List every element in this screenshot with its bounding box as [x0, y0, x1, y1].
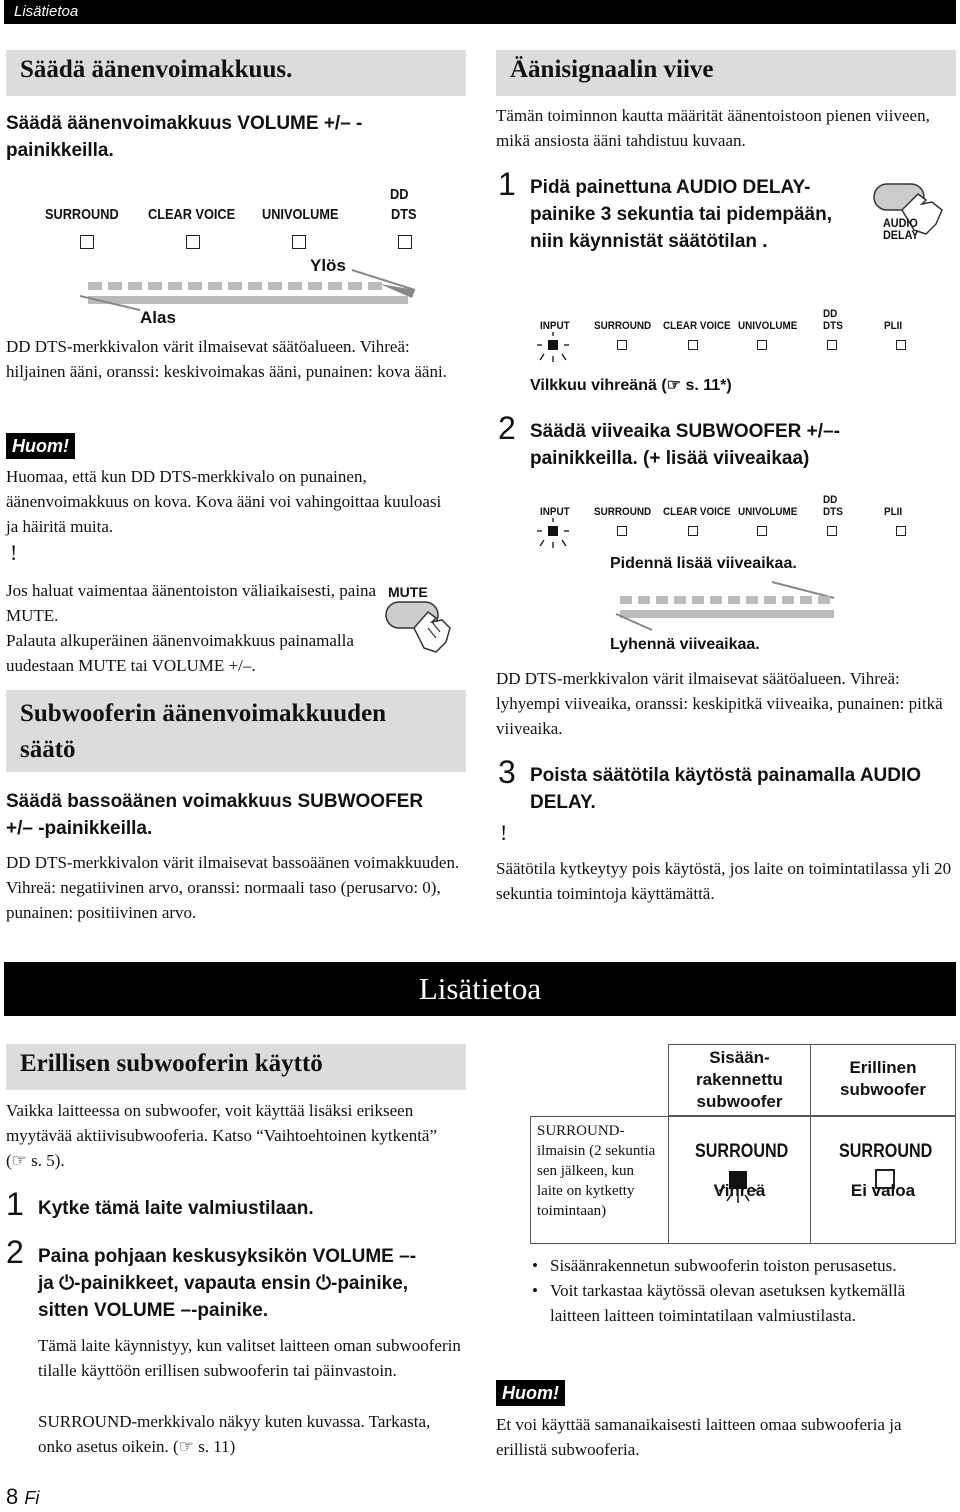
external-intro: Vaikka laitteessa on subwoofer, voit käyttää lisäksi erikseen myytävää aktiivisubwooferia. Katso “Vaihtoehtoinen kytkentä” (☞ s. 5).	[6, 1101, 438, 1170]
mute-text-1: Jos haluat vaimentaa äänentoiston väliaikaisesti, paina MUTE.	[6, 581, 377, 625]
panel1-clearvoice-label: CLEAR VOICE	[663, 320, 731, 332]
delay-note: Säätötila kytkeytyy pois käytöstä, jos laite on toimintatilassa yli 20 sekuntia toimintoja käyttämättä.	[496, 859, 952, 903]
mute-button-icon	[384, 598, 464, 660]
delay-title: Äänisignaalin viive	[510, 56, 714, 83]
blinking-input-led	[534, 330, 574, 366]
led-indicator	[617, 526, 627, 536]
external-step1-number: 1	[6, 1186, 24, 1222]
led-clearvoice-label: CLEAR VOICE	[148, 206, 236, 223]
panel2-pl2-label: PLII	[884, 506, 903, 518]
led-indicator	[80, 235, 94, 249]
led-indicator	[292, 235, 306, 249]
table-col1-header: Sisään-rakennettu subwoofer	[696, 1048, 783, 1111]
delay-intro: Tämän toiminnon kautta määrität äänentoistoon pienen viiveen, mikä ansiosta ääni tahdistuu kuvaan.	[496, 106, 930, 150]
down-label: Alas	[140, 308, 176, 327]
up-label: Ylös	[310, 256, 346, 275]
table-cell-off: Ei valoa	[850, 1181, 916, 1200]
volume-instruction: Säädä äänenvoimakkuus VOLUME +/– -painikkeilla.	[6, 113, 363, 161]
blink-caption: Vilkkuu vihreänä (☞ s. 11*)	[530, 377, 732, 394]
led-indicator	[186, 235, 200, 249]
panel1-dts-label: DTS	[823, 320, 843, 332]
volume-level-graphic	[80, 262, 420, 312]
comparison-table	[530, 1044, 958, 1244]
delay-step1: Pidä painettuna AUDIO DELAY-painike 3 sekuntia tai pidempään, niin käynnistät säätötilan .	[530, 177, 832, 252]
table-surround-label: SURROUND	[839, 1141, 933, 1162]
table-header-cell	[668, 1044, 811, 1116]
external-step2-line1: Paina pohjaan keskusyksikön VOLUME –-	[38, 1246, 417, 1267]
final-note: Et voi käyttää samanaikaisesti laitteen omaa subwooferia ja erillistä subwooferia.	[496, 1415, 902, 1459]
mute-text-2: Palauta alkuperäinen äänenvoimakkuus painamalla uudestaan MUTE tai VOLUME +/–.	[6, 631, 354, 675]
audio-delay-label-2: DELAY	[883, 228, 919, 242]
led-indicator	[896, 526, 906, 536]
panel1-surround-label: SURROUND	[594, 320, 652, 332]
delay-description: DD DTS-merkkivalon värit ilmaisevat säätöalueen. Vihreä: lyhyempi viiveaika, oranssi: keskipitkä viiveaika, punainen: pitkä viiveaika.	[496, 669, 943, 738]
delay-step2-number: 2	[498, 410, 516, 446]
header-label: Lisätietoa	[14, 3, 79, 20]
tip-mark: !	[500, 820, 508, 845]
list-item: • Sisäänrakennetun subwooferin toiston perusasetus.	[528, 1253, 958, 1278]
led-indicator	[757, 340, 767, 350]
led-indicator	[617, 340, 627, 350]
led-dts-label: DTS	[391, 206, 417, 223]
external-heading	[6, 1044, 466, 1090]
warning-badge: Huom!	[6, 433, 75, 459]
subwoofer-description: DD DTS-merkkivalon värit ilmaisevat bassoäänen voimakkuuden. Vihreä: negatiivinen arvo, oranssi: normaali taso (perusarvo: 0), punainen: positiivinen arvo.	[6, 853, 460, 922]
external-title: Erillisen subwooferin käyttö	[20, 1050, 323, 1077]
panel2-univolume-label: UNIVOLUME	[738, 506, 798, 518]
external-step1: Kytke tämä laite valmiustilaan.	[38, 1198, 314, 1219]
led-indicator	[827, 340, 837, 350]
volume-description: DD DTS-merkkivalon värit ilmaisevat säätöalueen. Vihreä: hiljainen ääni, oranssi: keskivoimakas ääni, punainen: kova ääni.	[6, 337, 447, 381]
table-row-label-cell	[530, 1116, 669, 1244]
delay-step1-number: 1	[498, 166, 516, 202]
volume-heading	[6, 50, 466, 96]
led-indicator	[398, 235, 412, 249]
audio-delay-label-1: AUDIO	[883, 216, 918, 230]
dd-logo: DD	[390, 186, 409, 203]
subwoofer-instruction: Säädä bassoäänen voimakkuus SUBWOOFER +/– -painikkeilla.	[6, 791, 424, 839]
page-language: Fi	[24, 1488, 40, 1508]
longer-caption: Pidennä lisää viiveaikaa.	[610, 555, 797, 572]
external-body-1: Tämä laite käynnistyy, kun valitset laitteen oman subwooferin tilalle käyttöön erillisen subwooferin tai päinvastoin.	[38, 1336, 461, 1380]
external-step2-line3: sitten VOLUME –-painike.	[38, 1300, 269, 1321]
delay-step3: Poista säätötila käytöstä painamalla AUDIO DELAY.	[530, 765, 922, 813]
table-row-label: SURROUND-ilmaisin (2 sekuntia sen jälkeen, kun laite on kytketty toimintaan)	[537, 1123, 656, 1219]
table-col2-header: Erillinen subwoofer	[840, 1058, 926, 1099]
panel1-pl2-label: PLII	[884, 320, 903, 332]
final-warning-badge: Huom!	[496, 1380, 565, 1406]
mute-label: MUTE	[388, 584, 428, 600]
subwoofer-title: Subwooferin äänenvoimakkuuden säätö	[20, 700, 387, 763]
tip-mark: !	[10, 540, 18, 565]
delay-step2: Säädä viiveaika SUBWOOFER +/–-painikkeilla. (+ lisää viiveaikaa)	[530, 421, 840, 469]
bullet-list	[528, 1253, 958, 1328]
panel2-dd-logo: DD	[823, 494, 838, 506]
section-banner: Lisätietoa	[4, 962, 956, 1016]
delay-step3-number: 3	[498, 754, 516, 790]
external-body-2: SURROUND-merkkivalo näkyy kuten kuvassa. Tarkasta, onko asetus oikein. (☞ s. 11)	[38, 1412, 431, 1456]
subwoofer-heading	[6, 690, 466, 772]
table-cell	[810, 1116, 956, 1244]
led-indicator	[688, 340, 698, 350]
list-item: • Voit tarkastaa käytössä olevan asetuksen kytkemällä laitteen laitteen toimintatilaan valmiustilasta.	[528, 1278, 958, 1328]
table-cell-green: Vihreä	[713, 1181, 766, 1200]
shorter-caption: Lyhennä viiveaikaa.	[610, 636, 760, 653]
panel2-clearvoice-label: CLEAR VOICE	[663, 506, 731, 518]
external-step2-line2: ja ⏻-painikkeet, vapauta ensin ⏻-painike,	[38, 1273, 409, 1294]
panel1-input-label: INPUT	[540, 320, 570, 332]
page-number-value: 8	[6, 1484, 19, 1509]
delay-heading	[496, 50, 956, 96]
delay-level-graphic	[612, 578, 842, 634]
page-number	[6, 1484, 39, 1510]
volume-title: Säädä äänenvoimakkuus.	[20, 56, 293, 83]
panel1-univolume-label: UNIVOLUME	[738, 320, 798, 332]
panel2-dts-label: DTS	[823, 506, 843, 518]
volume-warning: Huomaa, että kun DD DTS-merkkivalo on punainen, äänenvoimakkuus on kova. Kova ääni voi vahingoittaa kuuloasi ja häiritä muita.	[6, 467, 442, 536]
panel2-input-label: INPUT	[540, 506, 570, 518]
table-header-cell	[810, 1044, 956, 1116]
table-surround-label: SURROUND	[695, 1141, 789, 1162]
panel1-dd-logo: DD	[823, 308, 838, 320]
led-indicator	[688, 526, 698, 536]
led-indicator	[757, 526, 767, 536]
panel2-surround-label: SURROUND	[594, 506, 652, 518]
table-cell	[668, 1116, 811, 1244]
top-header-bar	[4, 0, 956, 24]
blinking-input-led	[534, 516, 574, 552]
led-indicator	[827, 526, 837, 536]
external-step2-number: 2	[6, 1234, 24, 1270]
led-surround-label: SURROUND	[45, 206, 119, 223]
led-univolume-label: UNIVOLUME	[262, 206, 339, 223]
led-indicator	[896, 340, 906, 350]
